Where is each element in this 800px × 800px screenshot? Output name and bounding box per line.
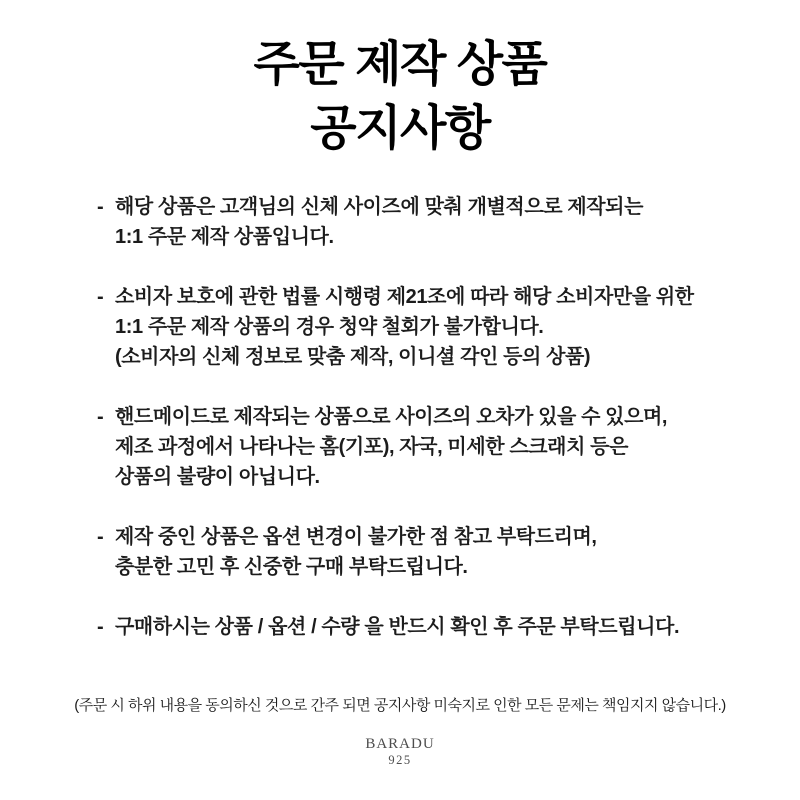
notice-line: 핸드메이드로 제작되는 상품으로 사이즈의 오차가 있을 수 있으며, xyxy=(115,406,668,428)
notice-text xyxy=(115,402,760,492)
notice-line: (소비자의 신체 정보로 맞춤 제작, 이니셜 각인 등의 상품) xyxy=(115,346,591,368)
notice-line: 소비자 보호에 관한 법률 시행령 제21조에 따라 해당 소비자만을 위한 xyxy=(115,286,694,308)
notice-text xyxy=(115,612,760,642)
notice-line: 충분한 고민 후 신중한 구매 부탁드립니다. xyxy=(115,556,468,578)
notice-item xyxy=(97,522,760,582)
notice-item xyxy=(97,612,760,642)
brand-logo xyxy=(0,735,800,768)
notice-line: 1:1 주문 제작 상품의 경우 청약 철회가 불가합니다. xyxy=(115,316,544,338)
page-title-line-2: 공지사항 xyxy=(310,102,490,155)
bullet-dash: - xyxy=(97,196,104,218)
brand-number: 925 xyxy=(388,753,412,767)
notice-item xyxy=(97,192,760,252)
page-title-line-1: 주문 제작 상품 xyxy=(253,38,547,91)
notice-line: 1:1 주문 제작 상품입니다. xyxy=(115,226,334,248)
notice-item xyxy=(97,282,760,372)
notice-line: 제조 과정에서 나타나는 홈(기포), 자국, 미세한 스크래치 등은 xyxy=(115,436,629,458)
notice-line: 해당 상품은 고객님의 신체 사이즈에 맞춰 개별적으로 제작되는 xyxy=(115,196,644,218)
bullet-dash: - xyxy=(97,286,104,308)
disclaimer-text: (주문 시 하위 내용을 동의하신 것으로 간주 되면 공지사항 미숙지로 인한 모든 문제는 책임지지 않습니다.) xyxy=(74,697,726,714)
notice-text xyxy=(115,192,760,252)
notice-text xyxy=(115,282,760,372)
bullet-dash: - xyxy=(97,406,104,428)
notice-item xyxy=(97,402,760,492)
notice-line: 구매하시는 상품 / 옵션 / 수량 을 반드시 확인 후 주문 부탁드립니다. xyxy=(115,616,680,638)
notice-text xyxy=(115,522,760,582)
bullet-dash: - xyxy=(97,526,104,548)
brand-name: BARADU xyxy=(365,736,435,752)
notice-line: 제작 중인 상품은 옵션 변경이 불가한 점 참고 부탁드리며, xyxy=(115,526,597,548)
notice-list xyxy=(97,192,760,672)
page-title xyxy=(0,33,800,161)
notice-line: 상품의 불량이 아닙니다. xyxy=(115,466,320,488)
bullet-dash: - xyxy=(97,616,104,638)
